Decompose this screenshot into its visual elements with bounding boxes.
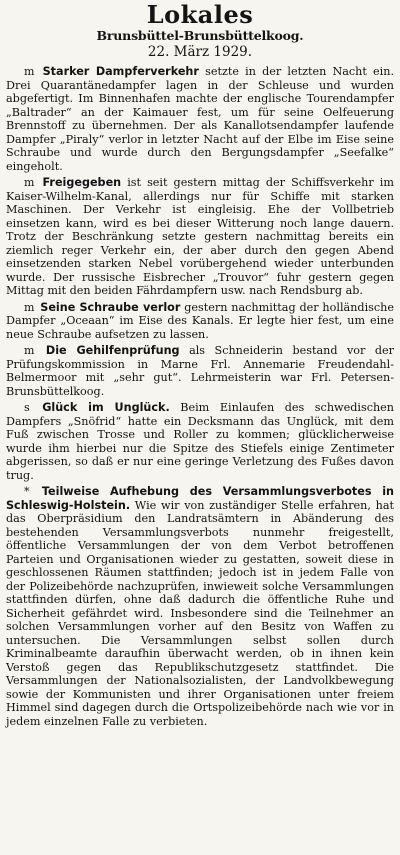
article-headline: Starker Dampferverkehr bbox=[42, 65, 199, 78]
article-body: gestern nachmittag der holländische Dampfer „Oceaan“ im Eise des Kanals. Er legte hier fest, um eine neue Schraube aufsetzen zu lassen. bbox=[6, 300, 394, 341]
article-glueck-im-unglueck bbox=[6, 401, 394, 482]
article-headline: Freigegeben bbox=[42, 176, 122, 189]
dateline: Brunsbüttel-Brunsbüttelkoog. bbox=[96, 28, 304, 43]
article-marker: * bbox=[24, 485, 30, 498]
article-marker: m bbox=[24, 300, 35, 314]
article-column bbox=[6, 65, 394, 728]
article-body: ist seit gestern mittag der Schiffsverkehr im Kaiser-Wilhelm-Kanal, allerdings nur für Schiffe mit starken Maschinen. Der Verkehr ist eingleisig. Ehe der Vollbetrieb einsetzen kann, wird es bei dieser Witterung noch lange dauern. Trotz der Beschränkung setzte gestern nachmittag bereits ein ziemlich reger Verkehr ein, der aber durch den gegen Abend einsetzenden starken Nebel vorübergehend wieder unterbunden wurde. Der russische Eisbrecher „Trouvor“ fuhr gestern gegen Mittag mit den beiden Fährdampfern usw. nach Rendsburg ab. bbox=[6, 176, 394, 297]
article-marker: m bbox=[24, 176, 35, 189]
article-schraube bbox=[6, 301, 394, 342]
article-headline: Seine Schraube verlor bbox=[40, 300, 181, 314]
article-marker: m bbox=[24, 65, 35, 78]
article-body: als Schneiderin bestand vor der Prüfungskommission in Marne Frl. Annemarie Freudendahl-Belmermoor mit „sehr gut“. Lehrmeisterin war Frl. Petersen-Brunsbüttelkoog. bbox=[6, 344, 394, 398]
section-title: Lokales bbox=[146, 0, 254, 29]
article-headline: Teilweise Aufhebung des Versammlungsverbotes in Schleswig-Holstein. bbox=[6, 485, 394, 512]
article-freigegeben bbox=[6, 176, 394, 298]
article-headline: Glück im Unglück. bbox=[42, 401, 170, 414]
article-body: Wie wir von zuständiger Stelle erfahren, hat das Oberpräsidium den Landratsämtern in Abänderung des bestehenden Versammlungsverbots nunmehr freigestellt, öffentliche Versammlungen der von dem Verbot betroffenen Parteien und Organisationen wieder zu gestatten, soweit diese in geschlossenen Räumen stattfinden; jedoch ist in jedem Falle von der Polizeibehörde nachzuprüfen, inwieweit solche Versammlungen stattfinden dürfen, ohne daß dadurch die öffentliche Ruhe und Sicherheit gefährdet wird. Insbesondere sind die Teilnehmer an solchen Versammlungen vorher auf den Besitz von Waffen zu untersuchen. Die Versammlungen selbst sollen durch Kriminalbeamte daraufhin überwacht werden, ob in ihnen kein Verstoß gegen das Republikschutzgesetz stattfindet. Die Versammlungen der Nationalsozialisten, der Landvolkbewegung sowie der Kommunisten und ihrer Organisationen unter freiem Himmel sind dagegen durch die Ortspolizeibehörde nach wie vor in jedem einzelnen Falle zu verbieten. bbox=[6, 498, 394, 728]
article-dampferverkehr bbox=[6, 65, 394, 173]
issue-date: 22. März 1929. bbox=[147, 44, 253, 60]
article-body: setzte in der letzten Nacht ein. Drei Quarantänedampfer lagen in der Schleuse und wurden abgefertigt. Im Binnenhafen machte der englische Tourendampfer „Baltrader“ an der Kaimauer fest, um für seine Oelfeuerung Brennstoff zu übernehmen. Der als Kanallotsendampfer laufende Dampfer „Piraly“ verlor in letzter Nacht auf der Elbe im Eise seine Schraube und wurde durch den Bergungsdampfer „Seefalke“ eingeholt. bbox=[6, 65, 394, 173]
article-headline: Die Gehilfenprüfung bbox=[45, 344, 180, 357]
article-marker: s bbox=[24, 401, 30, 414]
article-gehilfenpruefung bbox=[6, 344, 394, 398]
masthead bbox=[6, 0, 394, 61]
article-marker: m bbox=[24, 344, 35, 357]
article-body: Beim Einlaufen des schwedischen Dampfers „Snöfrid“ hatte ein Decksmann das Unglück, mit dem Fuß zwischen Trosse und Roller zu kommen; glücklicherweise wurde ihm hierbei nur die Spitze des Stiefels einige Zentimeter abgerissen, so daß er nur eine geringe Verletzung des Fußes davon trug. bbox=[6, 401, 394, 482]
article-versammlungsverbot bbox=[6, 485, 394, 728]
